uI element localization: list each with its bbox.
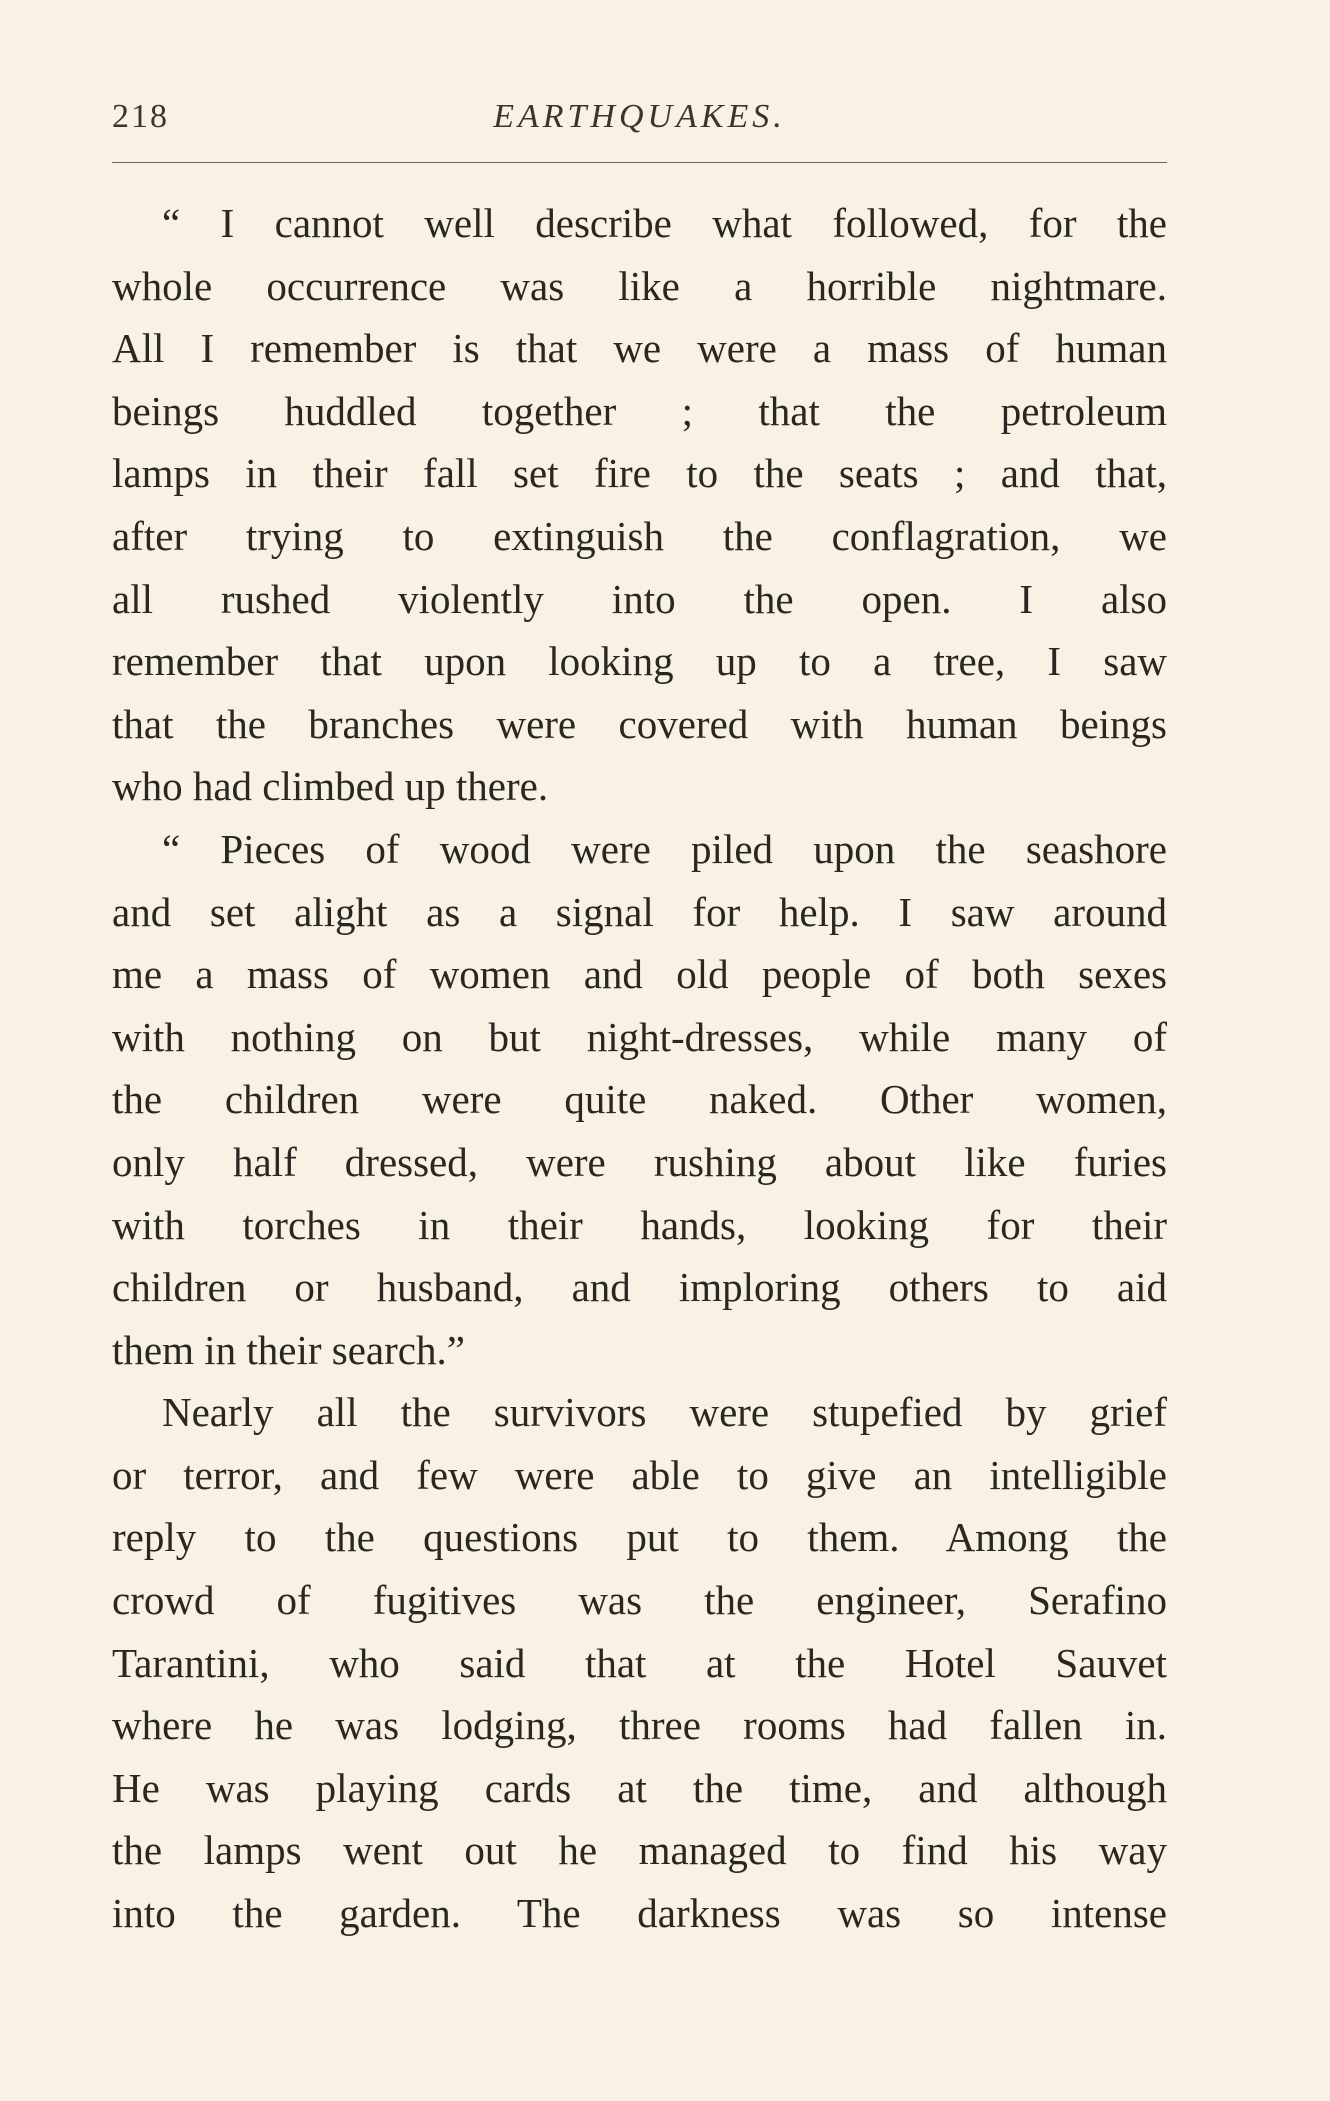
text-line: crowd of fugitives was the engineer, Serafino <box>112 1577 1167 1624</box>
text-line: with torches in their hands, looking for their <box>112 1201 1167 1248</box>
text-line: me a mass of women and old people of both sexes <box>112 951 1167 998</box>
text-line: children or husband, and imploring others to aid <box>112 1264 1167 1311</box>
text-line: into the garden. The darkness was so intense <box>112 1890 1167 1937</box>
text-line: or terror, and few were able to give an intelligible <box>112 1451 1167 1498</box>
running-head <box>112 98 1167 148</box>
text-line: where he was lodging, three rooms had fallen in. <box>112 1702 1167 1749</box>
body-text <box>112 192 1167 1945</box>
text-line: all rushed violently into the open. I also <box>112 575 1167 622</box>
text-line: beings huddled together ; that the petroleum <box>112 387 1167 434</box>
text-line: “ I cannot well describe what followed, for the <box>162 200 1167 246</box>
header-rule <box>112 162 1167 163</box>
text-line: lamps in their fall set fire to the seats ; and that, <box>112 450 1167 497</box>
text-line: the lamps went out he managed to find his way <box>112 1827 1167 1874</box>
text-line: Nearly all the survivors were stupefied by grief <box>162 1389 1167 1436</box>
text-line: who had climbed up there. <box>112 763 549 810</box>
text-line: and set alight as a signal for help. I saw around <box>112 888 1167 935</box>
text-line: Tarantini, who said that at the Hotel Sauvet <box>112 1639 1167 1686</box>
page-number: 218 <box>112 98 169 135</box>
text-line: He was playing cards at the time, and although <box>112 1764 1167 1811</box>
text-line: the children were quite naked. Other women, <box>112 1076 1167 1123</box>
text-line: that the branches were covered with human beings <box>112 700 1167 747</box>
text-line: them in their search.” <box>112 1326 465 1373</box>
text-line: after trying to extinguish the conflagration, we <box>112 512 1167 559</box>
text-line: All I remember is that we were a mass of human <box>112 325 1167 372</box>
text-line: only half dressed, were rushing about like furies <box>112 1138 1167 1185</box>
text-line: remember that upon looking up to a tree, I saw <box>112 638 1167 685</box>
text-line: reply to the questions put to them. Among the <box>112 1514 1167 1561</box>
text-line: “ Pieces of wood were piled upon the seashore <box>162 825 1167 872</box>
running-title: EARTHQUAKES. <box>493 98 786 135</box>
text-line: with nothing on but night-dresses, while many of <box>112 1013 1167 1060</box>
text-line: whole occurrence was like a horrible nightmare. <box>112 262 1167 309</box>
